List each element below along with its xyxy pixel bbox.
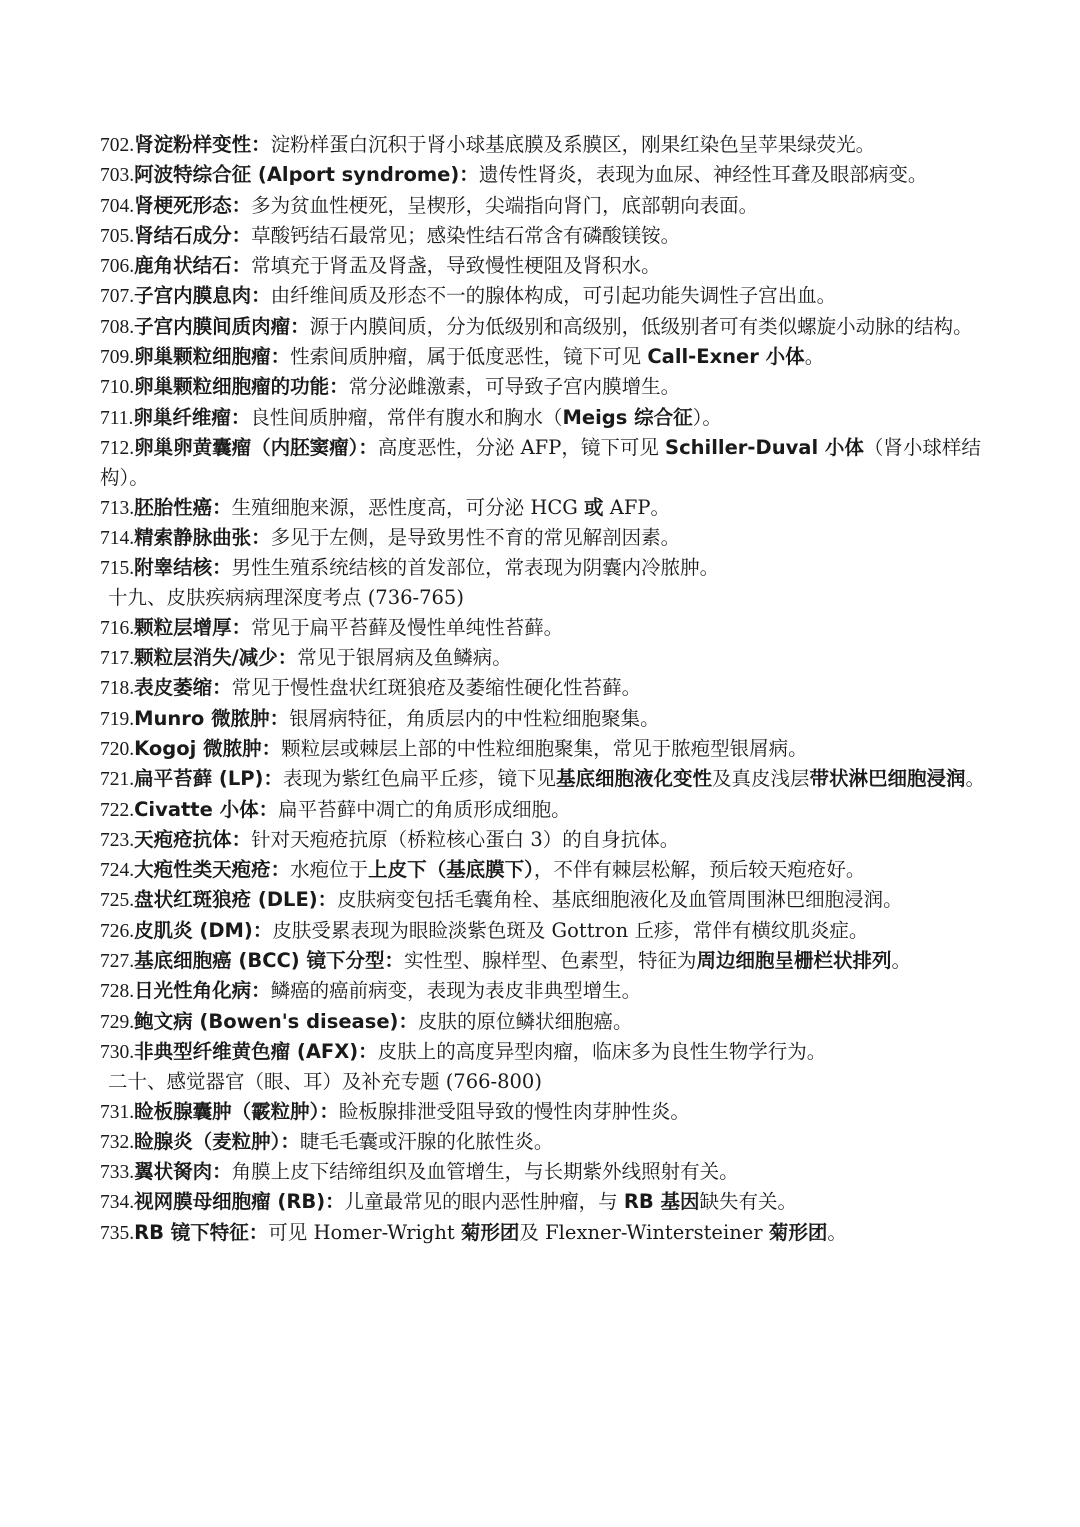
entry-number: 721. <box>100 769 135 791</box>
entry-emphasis: 或 <box>584 495 604 519</box>
entry-number: 716. <box>100 617 135 639</box>
entry-text: 生殖细胞来源，恶性度高，可分泌 HCG <box>231 495 585 519</box>
entry-text: 皮肤上的高度异型肉瘤，临床多为良性生物学行为。 <box>377 1039 827 1063</box>
entry-term: 肾淀粉样变性： <box>134 133 271 156</box>
entry-emphasis: 基底细胞液化变性 <box>555 767 712 791</box>
entry-item <box>100 1218 1020 1248</box>
entry-number: 725. <box>100 890 135 912</box>
entry-number: 711. <box>100 407 134 429</box>
entry-term: Civatte 小体： <box>134 797 279 821</box>
entry-text: ，不伴有棘层松解，预后较天疱疮好。 <box>533 858 866 882</box>
entry-number: 730. <box>100 1041 135 1063</box>
entry-number: 715. <box>100 558 135 580</box>
entry-item <box>100 1007 1020 1037</box>
entry-text: 水疱位于 <box>290 858 369 882</box>
entry-item <box>100 825 1020 855</box>
entry-item <box>100 372 1020 402</box>
entry-item <box>100 916 1020 946</box>
entry-emphasis: 上皮下（基底膜下） <box>368 858 534 882</box>
entry-number: 713. <box>100 497 135 519</box>
entry-term: 精索静脉曲张： <box>134 525 271 549</box>
entry-text: 及真皮浅层 <box>712 767 810 791</box>
entry-text: 颗粒层或棘层上部的中性粒细胞聚集，常见于脓疱型银屑病。 <box>281 736 808 760</box>
entry-emphasis: Schiller-Duval 小体 <box>665 435 864 459</box>
entry-text: 遗传性肾炎，表现为血尿、神经性耳聋及眼部病变。 <box>478 163 928 187</box>
entry-number: 705. <box>100 225 135 247</box>
entry-emphasis: 带状淋巴细胞浸润 <box>809 767 966 791</box>
entry-text: 。 <box>891 949 912 973</box>
entry-term: 日光性角化病： <box>134 979 271 1003</box>
entry-item <box>100 795 1020 825</box>
entry-text: 良性间质肿瘤，常伴有腹水和胸水（ <box>250 405 563 429</box>
entry-term: 卵巢纤维瘤： <box>133 405 251 429</box>
entry-item <box>100 553 1020 583</box>
entry-text: 常见于慢性盘状红斑狼疮及萎缩性硬化性苔藓。 <box>231 676 642 700</box>
entry-number: 726. <box>100 920 135 942</box>
entry-item <box>100 734 1020 764</box>
entry-number: 717. <box>100 648 135 670</box>
entry-text: 睫毛毛囊或汗腺的化脓性炎。 <box>299 1129 554 1153</box>
entry-term: 鲍文病 (Bowen's disease)： <box>134 1009 418 1033</box>
entry-item <box>100 191 1020 221</box>
entry-text: 。 <box>804 345 825 369</box>
entry-term: 睑板腺囊肿（霰粒肿）： <box>134 1099 339 1123</box>
entry-text: 性索间质肿瘤，属于低度恶性，镜下可见 <box>290 345 648 369</box>
entry-number: 733. <box>100 1162 135 1184</box>
entry-item <box>100 160 1020 190</box>
entry-term: 表皮萎缩： <box>134 676 232 700</box>
entry-item <box>100 130 1020 160</box>
entry-number: 728. <box>100 981 135 1003</box>
entry-text: 皮肤受累表现为眼睑淡紫色斑及 Gottron 丘疹，常伴有横纹肌炎症。 <box>272 918 869 942</box>
entry-number: 723. <box>100 829 135 851</box>
entry-term: 子宫内膜间质肉瘤： <box>134 314 310 338</box>
entry-term: 子宫内膜息肉： <box>134 284 271 308</box>
entry-number: 703. <box>100 165 135 187</box>
entry-number: 719. <box>100 708 135 730</box>
entry-text: （肾小球样结构）。 <box>100 435 981 490</box>
entry-emphasis: Call-Exner 小体 <box>647 345 805 369</box>
entry-number: 707. <box>100 286 135 308</box>
entry-item <box>100 1037 1020 1067</box>
entry-item <box>100 281 1020 311</box>
entry-term: 视网膜母细胞瘤 (RB)： <box>134 1190 345 1214</box>
entry-list <box>100 130 1020 1248</box>
entry-term: 肾梗死形态： <box>134 193 252 217</box>
entry-number: 714. <box>100 527 135 549</box>
entry-item <box>100 643 1020 673</box>
section-title: 十九、皮肤疾病病理深度考点 (736-765) <box>108 586 464 610</box>
entry-emphasis: 周边细胞呈栅栏状排列 <box>696 949 892 973</box>
entry-term: 颗粒层增厚： <box>134 615 252 639</box>
entry-text: 多见于左侧，是导致男性不育的常见解剖因素。 <box>270 525 681 549</box>
entry-term: 卵巢卵黄囊瘤（内胚窦瘤）： <box>134 435 378 459</box>
entry-term: 卵巢颗粒细胞瘤的功能： <box>134 375 349 399</box>
entry-text: 常填充于肾盂及肾盏，导致慢性梗阻及肾积水。 <box>251 254 661 278</box>
entry-item <box>100 1157 1020 1187</box>
entry-text: 高度恶性，分泌 AFP，镜下可见 <box>377 435 666 459</box>
entry-number: 708. <box>100 316 135 338</box>
entry-term: 翼状胬肉： <box>134 1160 232 1184</box>
entry-text: 。 <box>965 767 986 791</box>
entry-emphasis: RB 基因 <box>623 1190 700 1214</box>
entry-text: 源于内膜间质，分为低级别和高级别，低级别者可有类似螺旋小动脉的结构。 <box>309 314 973 338</box>
entry-text: 缺失有关。 <box>699 1190 798 1214</box>
entry-item <box>100 493 1020 523</box>
entry-term: 皮肌炎 (DM)： <box>134 918 273 942</box>
entry-term: 肾结石成分： <box>134 223 252 247</box>
entry-item <box>100 251 1020 281</box>
entry-text: 表现为紫红色扁平丘疹，镜下见 <box>282 767 556 791</box>
entry-term: 非典型纤维黄色瘤 (AFX)： <box>134 1039 378 1063</box>
entry-text: 针对天疱疮抗原（桥粒核心蛋白 3）的自身抗体。 <box>251 827 680 851</box>
entry-term: 颗粒层消失/减少： <box>134 646 298 670</box>
entry-item <box>100 764 1020 794</box>
entry-text: 实性型、腺样型、色素型，特征为 <box>404 949 697 973</box>
entry-number: 731. <box>100 1101 135 1123</box>
entry-term: 天疱疮抗体： <box>134 827 252 851</box>
entry-text: 皮肤的原位鳞状细胞癌。 <box>417 1009 633 1033</box>
entry-text: 皮肤病变包括毛囊角栓、基底细胞液化及血管周围淋巴细胞浸润。 <box>337 888 903 912</box>
entry-item <box>100 885 1020 915</box>
entry-term: 睑腺炎（麦粒肿）： <box>134 1129 300 1153</box>
entry-number: 722. <box>100 799 135 821</box>
entry-term: 基底细胞癌 (BCC) 镜下分型： <box>134 949 405 973</box>
entry-text: 。 <box>827 1220 847 1244</box>
entry-text: 鳞癌的癌前病变，表现为表皮非典型增生。 <box>270 979 642 1003</box>
entry-number: 702. <box>100 135 135 156</box>
entry-item <box>100 855 1020 885</box>
entry-term: 扁平苔藓 (LP)： <box>134 767 283 791</box>
entry-item <box>100 312 1020 342</box>
entry-text: 由纤维间质及形态不一的腺体构成，可引起功能失调性子宫出血。 <box>270 284 837 308</box>
entry-text: 可见 Homer-Wright <box>268 1220 461 1244</box>
section-heading <box>100 1067 1020 1096</box>
entry-item <box>100 613 1020 643</box>
entry-number: 704. <box>100 195 135 217</box>
entry-text: 男性生殖系统结核的首发部位，常表现为阴囊内冷脓肿。 <box>231 556 720 580</box>
entry-item <box>100 342 1020 372</box>
entry-term: 卵巢颗粒细胞瘤： <box>134 345 291 369</box>
entry-item <box>100 1097 1020 1127</box>
entry-number: 720. <box>100 738 135 760</box>
entry-term: Kogoj 微脓肿： <box>134 736 282 760</box>
entry-text: 常见于银屑病及鱼鳞病。 <box>297 646 512 670</box>
entry-emphasis: 菊形团 <box>768 1220 828 1244</box>
entry-term: 阿波特综合征 (Alport syndrome)： <box>134 163 479 187</box>
entry-text: 睑板腺排泄受阻导致的慢性肉芽肿性炎。 <box>338 1099 690 1123</box>
entry-item <box>100 403 1020 433</box>
entry-text: 儿童最常见的眼内恶性肿瘤，与 <box>344 1190 624 1214</box>
entry-emphasis: Meigs 综合征 <box>562 405 693 429</box>
entry-text: ）。 <box>692 405 722 429</box>
entry-term: RB 镜下特征： <box>134 1220 269 1244</box>
entry-number: 706. <box>100 256 135 278</box>
entry-item <box>100 976 1020 1006</box>
entry-number: 727. <box>100 951 135 973</box>
entry-text: AFP。 <box>603 495 670 519</box>
entry-term: 附睾结核： <box>134 556 232 580</box>
entry-item <box>100 673 1020 703</box>
entry-text: 草酸钙结石最常见；感染性结石常含有磷酸镁铵。 <box>251 223 681 247</box>
entry-number: 735. <box>100 1222 135 1244</box>
entry-text: 银屑病特征，角质层内的中性粒细胞聚集。 <box>289 706 660 730</box>
entry-item <box>100 433 1020 493</box>
entry-text: 及 Flexner-Wintersteiner <box>519 1220 769 1244</box>
entry-text: 常见于扁平苔藓及慢性单纯性苔藓。 <box>251 615 564 639</box>
entry-item <box>100 704 1020 734</box>
entry-term: Munro 微脓肿： <box>134 706 290 730</box>
entry-number: 724. <box>100 860 135 882</box>
entry-text: 多为贫血性梗死，呈楔形，尖端指向肾门，底部朝向表面。 <box>251 193 759 217</box>
entry-text: 常分泌雌激素，可导致子宫内膜增生。 <box>348 375 681 399</box>
entry-item <box>100 1127 1020 1157</box>
entry-number: 734. <box>100 1192 135 1214</box>
entry-item <box>100 1187 1020 1217</box>
entry-item <box>100 523 1020 553</box>
entry-number: 712. <box>100 437 135 459</box>
entry-term: 鹿角状结石： <box>134 254 252 278</box>
entry-number: 729. <box>100 1011 135 1033</box>
entry-text: 扁平苔藓中凋亡的角质形成细胞。 <box>278 797 571 821</box>
entry-number: 732. <box>100 1131 135 1153</box>
entry-term: 盘状红斑狼疮 (DLE)： <box>134 888 338 912</box>
entry-term: 大疱性类天疱疮： <box>134 858 291 882</box>
entry-text: 角膜上皮下结缔组织及血管增生，与长期紫外线照射有关。 <box>231 1160 739 1184</box>
entry-number: 718. <box>100 678 135 700</box>
entry-item <box>100 946 1020 976</box>
entry-text: 淀粉样蛋白沉积于肾小球基底膜及系膜区，刚果红染色呈苹果绿荧光。 <box>270 133 876 156</box>
entry-term: 胚胎性癌： <box>134 495 232 519</box>
entry-item <box>100 221 1020 251</box>
section-title: 二十、感觉器官（眼、耳）及补充专题 (766-800) <box>108 1070 542 1094</box>
entry-number: 709. <box>100 347 135 369</box>
entry-number: 710. <box>100 377 135 399</box>
section-heading <box>100 583 1020 612</box>
entry-emphasis: 菊形团 <box>460 1220 520 1244</box>
